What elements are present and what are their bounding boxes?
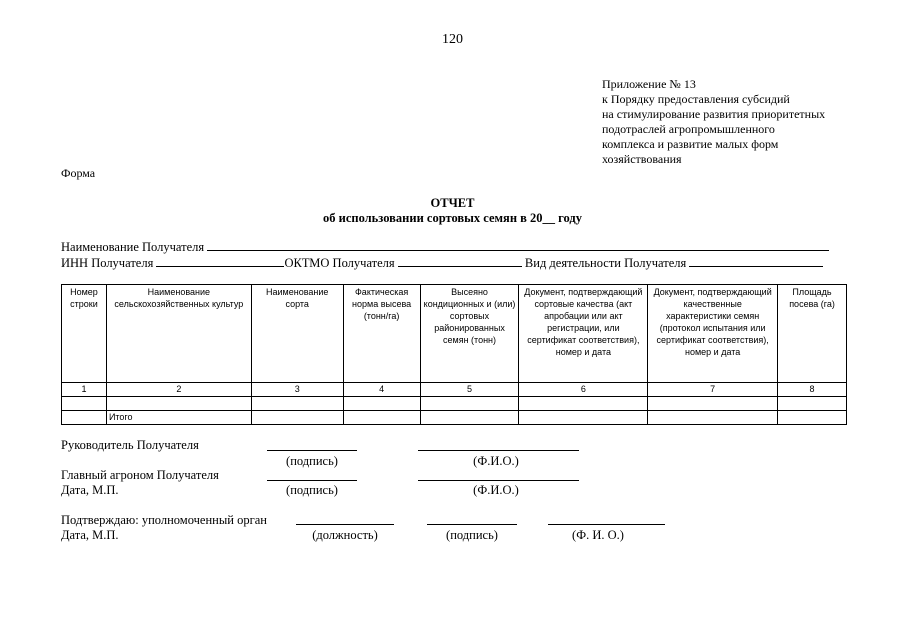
table-cell[interactable] — [519, 397, 648, 411]
inn-label: ИНН Получателя — [61, 256, 154, 270]
table-cell[interactable] — [62, 411, 107, 425]
table-cell[interactable] — [106, 397, 251, 411]
header-variety-document: Документ, подтверждающий сортовые качества (акт апробации или акт регистрации, или сертификат соответствия), номер и дата — [519, 285, 648, 383]
column-number: 8 — [778, 383, 847, 397]
table-cell[interactable] — [251, 411, 343, 425]
oktmo-label: ОКТМО Получателя — [284, 256, 395, 270]
header-area: Площадь посева (га) — [778, 285, 847, 383]
appendix-line: к Порядку предоставления субсидий — [602, 92, 790, 106]
report-table — [61, 284, 847, 425]
form-label: Форма — [61, 166, 96, 180]
column-number: 3 — [251, 383, 343, 397]
head-label: Руководитель Получателя — [61, 438, 199, 452]
column-number: 1 — [62, 383, 107, 397]
document-title-block — [0, 196, 905, 226]
table-row — [62, 397, 847, 411]
document-title: ОТЧЕТ — [430, 196, 475, 210]
confirm-position-line[interactable] — [296, 524, 394, 525]
table-header-row — [62, 285, 847, 383]
table-cell[interactable] — [251, 397, 343, 411]
table-cell[interactable] — [62, 397, 107, 411]
head-signature-caption: (подпись) — [286, 454, 338, 468]
column-number: 7 — [648, 383, 778, 397]
activity-field[interactable] — [689, 255, 823, 267]
table-cell[interactable] — [343, 397, 420, 411]
column-number: 5 — [420, 383, 519, 397]
agronomist-fio-caption: (Ф.И.О.) — [473, 483, 519, 497]
head-signature-line[interactable] — [267, 450, 357, 451]
confirm-position-caption: (должность) — [312, 528, 378, 542]
table-cell[interactable] — [420, 397, 519, 411]
head-fio-line[interactable] — [418, 450, 579, 451]
table-cell[interactable] — [648, 411, 778, 425]
inn-field[interactable] — [156, 255, 284, 267]
activity-label: Вид деятельности Получателя — [524, 256, 687, 270]
date-mp-label: Дата, М.П. — [61, 483, 119, 497]
appendix-line: Приложение № 13 — [602, 77, 696, 91]
header-crop-name: Наименование сельскохозяйственных культур — [106, 285, 251, 383]
table-cell[interactable] — [778, 397, 847, 411]
agronomist-fio-line[interactable] — [418, 480, 579, 481]
confirm-signature-line[interactable] — [427, 524, 517, 525]
confirm-date-mp-label: Дата, М.П. — [61, 528, 119, 542]
header-quality-document: Документ, подтверждающий качественные характеристики семян (протокол испытания или сертификат соответствия), номер и дата — [648, 285, 778, 383]
agronomist-signature-line[interactable] — [267, 480, 357, 481]
table-cell[interactable] — [420, 411, 519, 425]
table-cell[interactable] — [519, 411, 648, 425]
column-number: 4 — [343, 383, 420, 397]
document-subtitle: об использовании сортовых семян в 20__ году — [323, 211, 582, 225]
header-row-number: Номер строки — [62, 285, 107, 383]
table-total-row — [62, 411, 847, 425]
table-cell[interactable] — [648, 397, 778, 411]
head-fio-caption: (Ф.И.О.) — [473, 454, 519, 468]
column-number: 2 — [106, 383, 251, 397]
confirm-label: Подтверждаю: уполномоченный орган — [61, 513, 267, 527]
agronomist-label: Главный агроном Получателя — [61, 468, 219, 482]
agronomist-signature-caption: (подпись) — [286, 483, 338, 497]
table-number-row — [62, 383, 847, 397]
total-label: Итого — [106, 411, 251, 425]
page-number: 120 — [442, 32, 463, 47]
appendix-line: комплекса и развитие малых форм — [602, 137, 779, 151]
confirm-signature-caption: (подпись) — [446, 528, 498, 542]
appendix-line: подотраслей агропромышленного — [602, 122, 775, 136]
column-number: 6 — [519, 383, 648, 397]
appendix-line: хозяйствования — [602, 152, 682, 166]
confirm-fio-caption: (Ф. И. О.) — [572, 528, 624, 542]
table-cell[interactable] — [343, 411, 420, 425]
appendix-line: на стимулирование развития приоритетных — [602, 107, 826, 121]
recipient-name-field[interactable] — [207, 239, 829, 251]
confirm-fio-line[interactable] — [548, 524, 665, 525]
header-seeding-rate: Фактическая норма высева (тонн/га) — [343, 285, 420, 383]
header-seeds-sown: Высеяно кондиционных и (или) сортовых районированных семян (тонн) — [420, 285, 519, 383]
appendix-block — [602, 77, 825, 167]
inn-oktmo-row — [61, 255, 823, 271]
recipient-name-label: Наименование Получателя — [61, 240, 205, 254]
table-cell[interactable] — [778, 411, 847, 425]
oktmo-field[interactable] — [398, 255, 522, 267]
header-variety: Наименование сорта — [251, 285, 343, 383]
recipient-name-row — [61, 239, 829, 255]
